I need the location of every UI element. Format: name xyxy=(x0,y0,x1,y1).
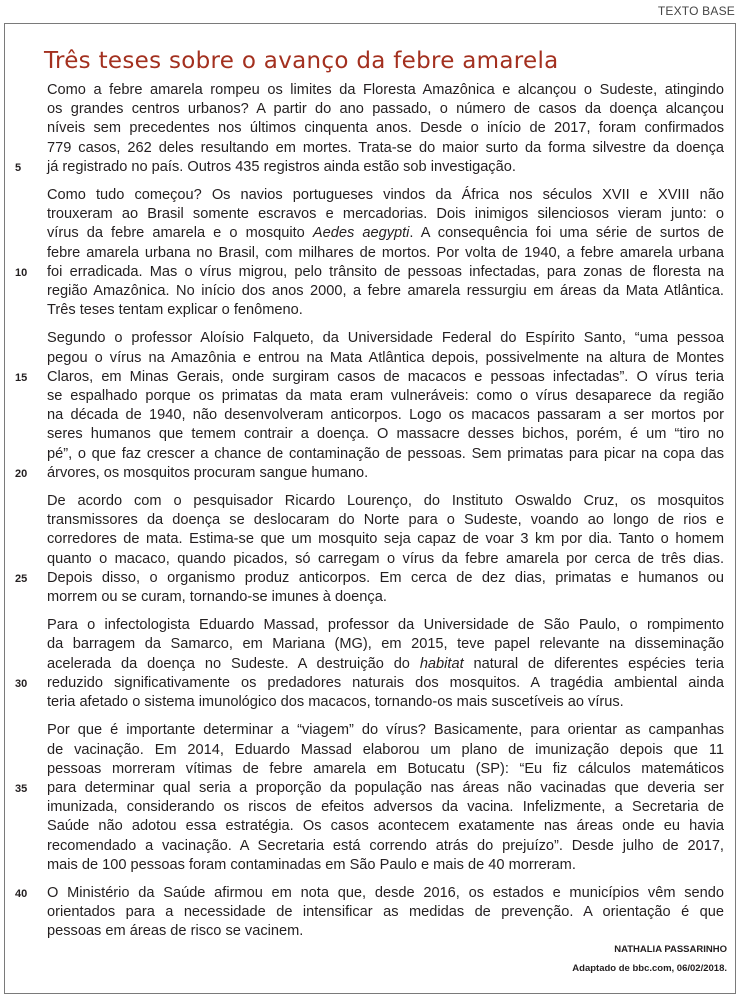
line-number: 20 xyxy=(15,467,28,480)
text-line: Como tudo começou? Os navios portugueses vindos da África nos séculos XVII e XVIII não xyxy=(47,187,724,204)
text-line: Três teses tentam explicar o fenômeno. xyxy=(47,302,303,319)
text-line: De acordo com o pesquisador Ricardo Lourenço, do Instituto Oswaldo Cruz, os mosquitos xyxy=(47,493,724,510)
paragraph xyxy=(15,884,724,942)
text-line: Claros, em Minas Gerais, onde surgiram casos de macacos e pessoas infectadas”. O vírus teria 15 xyxy=(47,368,724,387)
text-line: teria afetado o sistema imunológico dos macacos, tornando-os mais suscetíveis ao vírus. xyxy=(47,694,624,711)
text-line: orientados para a necessidade de intensificar as medidas de prevenção. A orientação é que xyxy=(47,904,724,921)
italic-term: habitat xyxy=(419,655,464,672)
text-line: 779 casos, 262 deles resultando em mortes. Trata-se do maior surto da forma silvestre da doença xyxy=(47,139,724,156)
paragraph xyxy=(15,492,724,607)
text-line: corredores de mata. Estima-se que um mosquito seja capaz de voar 3 km por dia. Tanto o homem xyxy=(47,531,724,548)
text-line: árvores, os mosquitos procuram sangue humano. 20 xyxy=(47,464,724,483)
text-line: Como a febre amarela rompeu os limites da Floresta Amazônica e alcançou o Sudeste, atingindo xyxy=(47,82,724,98)
text-line: os grandes centros urbanos? A partir do ano passado, o número de casos da doença alcançou xyxy=(47,101,724,118)
text-line: pé”, o que faz crescer a chance de contaminação de pessoas. Sem primatas para picar na copa das xyxy=(47,445,724,462)
text-line: febre amarela urbana no Brasil, com milhares de mortos. Por volta de 1940, a febre amarela urbana xyxy=(47,244,724,261)
paragraph xyxy=(15,186,724,320)
text-line: recomendado a vacinação. A Secretaria está correndo atrás do prejuízo”. Desde julho de 2017, xyxy=(47,837,724,854)
text-line: para determinar qual seria a proporção da população nas áreas não vacinadas que deveria ser 35 xyxy=(47,779,724,798)
text-line: da barragem da Samarco, em Mariana (MG), em 2015, teve papel relevante na disseminação xyxy=(47,636,724,653)
text-line: pessoas morreram vítimas de febre amarela em Botucatu (SP): “Eu fiz cálculos matemáticos xyxy=(47,760,724,777)
text-line: trouxeram ao Brasil somente escravos e mercadorias. Dois inimigos silenciosos vieram junto: o xyxy=(47,206,724,223)
text-line: Depois disso, o organismo produz anticorpos. Em cerca de dez dias, primatas e humanos ou 25 xyxy=(47,569,724,588)
text-line: reduzido significativamente os predadores naturais dos mosquitos. A tragédia ambiental ainda 30 xyxy=(47,674,724,693)
text-line: mais de 100 pessoas foram contaminadas em São Paulo e mais de 40 morreram. xyxy=(47,856,576,873)
text-line: de vacinação. Em 2014, Eduardo Massad elaborou um plano de imunização depois que 11 xyxy=(47,741,724,758)
text-line: O Ministério da Saúde afirmou em nota que, desde 2016, os estados e municípios vêm sendo 40 xyxy=(47,884,724,903)
article-title: Três teses sobre o avanço da febre amarela xyxy=(44,48,559,75)
text-line: vírus da febre amarela e o mosquito Aedes aegypti. A consequência foi uma série de surtos de xyxy=(47,225,724,242)
text-line: pessoas em áreas de risco se vacinem. xyxy=(47,923,304,940)
line-number: 10 xyxy=(15,266,28,279)
paragraph xyxy=(15,329,724,483)
text-line: Saúde não adotou essa estratégia. Os casos acontecem exatamente nas áreas onde eu havia xyxy=(47,818,724,835)
text-line: já registrado no país. Outros 435 registros ainda estão sob investigação. 5 xyxy=(47,158,724,177)
line-number: 40 xyxy=(15,887,28,900)
text-line: transmissores da doença se deslocaram do Norte para o Sudeste, voando ao longo de rios e xyxy=(47,512,724,529)
article-body xyxy=(15,81,724,951)
text-line: acelerada da doença no Sudeste. A destruição do habitat natural de diferentes espécies teria xyxy=(47,655,724,672)
text-line: foi erradicada. Mas o vírus migrou, pelo trânsito de pessoas infectadas, para zonas de floresta na 10 xyxy=(47,263,724,282)
text-line: quanto o macaco, quando picados, só carregam o vírus da febre amarela por cerca de três dias. xyxy=(47,550,724,567)
italic-term: Aedes aegypti xyxy=(312,225,410,242)
line-number: 35 xyxy=(15,782,28,795)
line-number: 30 xyxy=(15,677,28,690)
line-number: 25 xyxy=(15,572,28,585)
text-line: morrem ou se curam, tornando-se imunes à doença. xyxy=(47,589,387,606)
text-line: região Amazônica. No início dos anos 2000, a febre amarela ressurgiu em áreas da Mata Atlântica. xyxy=(47,283,724,300)
paragraph xyxy=(15,721,724,875)
text-line: Para o infectologista Eduardo Massad, professor da Universidade de São Paulo, o rompimento xyxy=(47,617,724,634)
text-line: imunizada, considerando os riscos de efeitos adversos da vacina. Infelizmente, a Secretaria de xyxy=(47,799,724,816)
text-line: Por que é importante determinar a “viagem” do vírus? Basicamente, para orientar as campanhas xyxy=(47,722,724,739)
line-number: 15 xyxy=(15,371,28,384)
text-line: Segundo o professor Aloísio Falqueto, da Universidade Federal do Espírito Santo, “uma pessoa xyxy=(47,330,724,347)
article-author: NATHALIA PASSARINHO xyxy=(614,944,727,955)
article-source: Adaptado de bbc.com, 06/02/2018. xyxy=(572,963,727,974)
text-line: na década de 1940, não desenvolveram anticorpos. Logo os macacos passaram a ser mortos por xyxy=(47,407,724,424)
text-line: seres humanos que temem contrair a doença. O massacre desses bichos, porém, é um “tiro no xyxy=(47,426,724,443)
text-line: se espalhado porque os primatas da mata eram vulneráveis: como o vírus desaparece da região xyxy=(47,388,724,405)
section-label: TEXTO BASE xyxy=(657,4,735,18)
text-line: pegou o vírus na Amazônia e entrou na Mata Atlântica depois, possivelmente na altura de Montes xyxy=(47,349,724,366)
paragraph xyxy=(15,81,724,177)
text-line: níveis sem precedentes nos últimos cinquenta anos. Desde o início de 2017, foram confirmados xyxy=(47,120,724,137)
line-number: 5 xyxy=(15,161,22,174)
paragraph xyxy=(15,616,724,712)
